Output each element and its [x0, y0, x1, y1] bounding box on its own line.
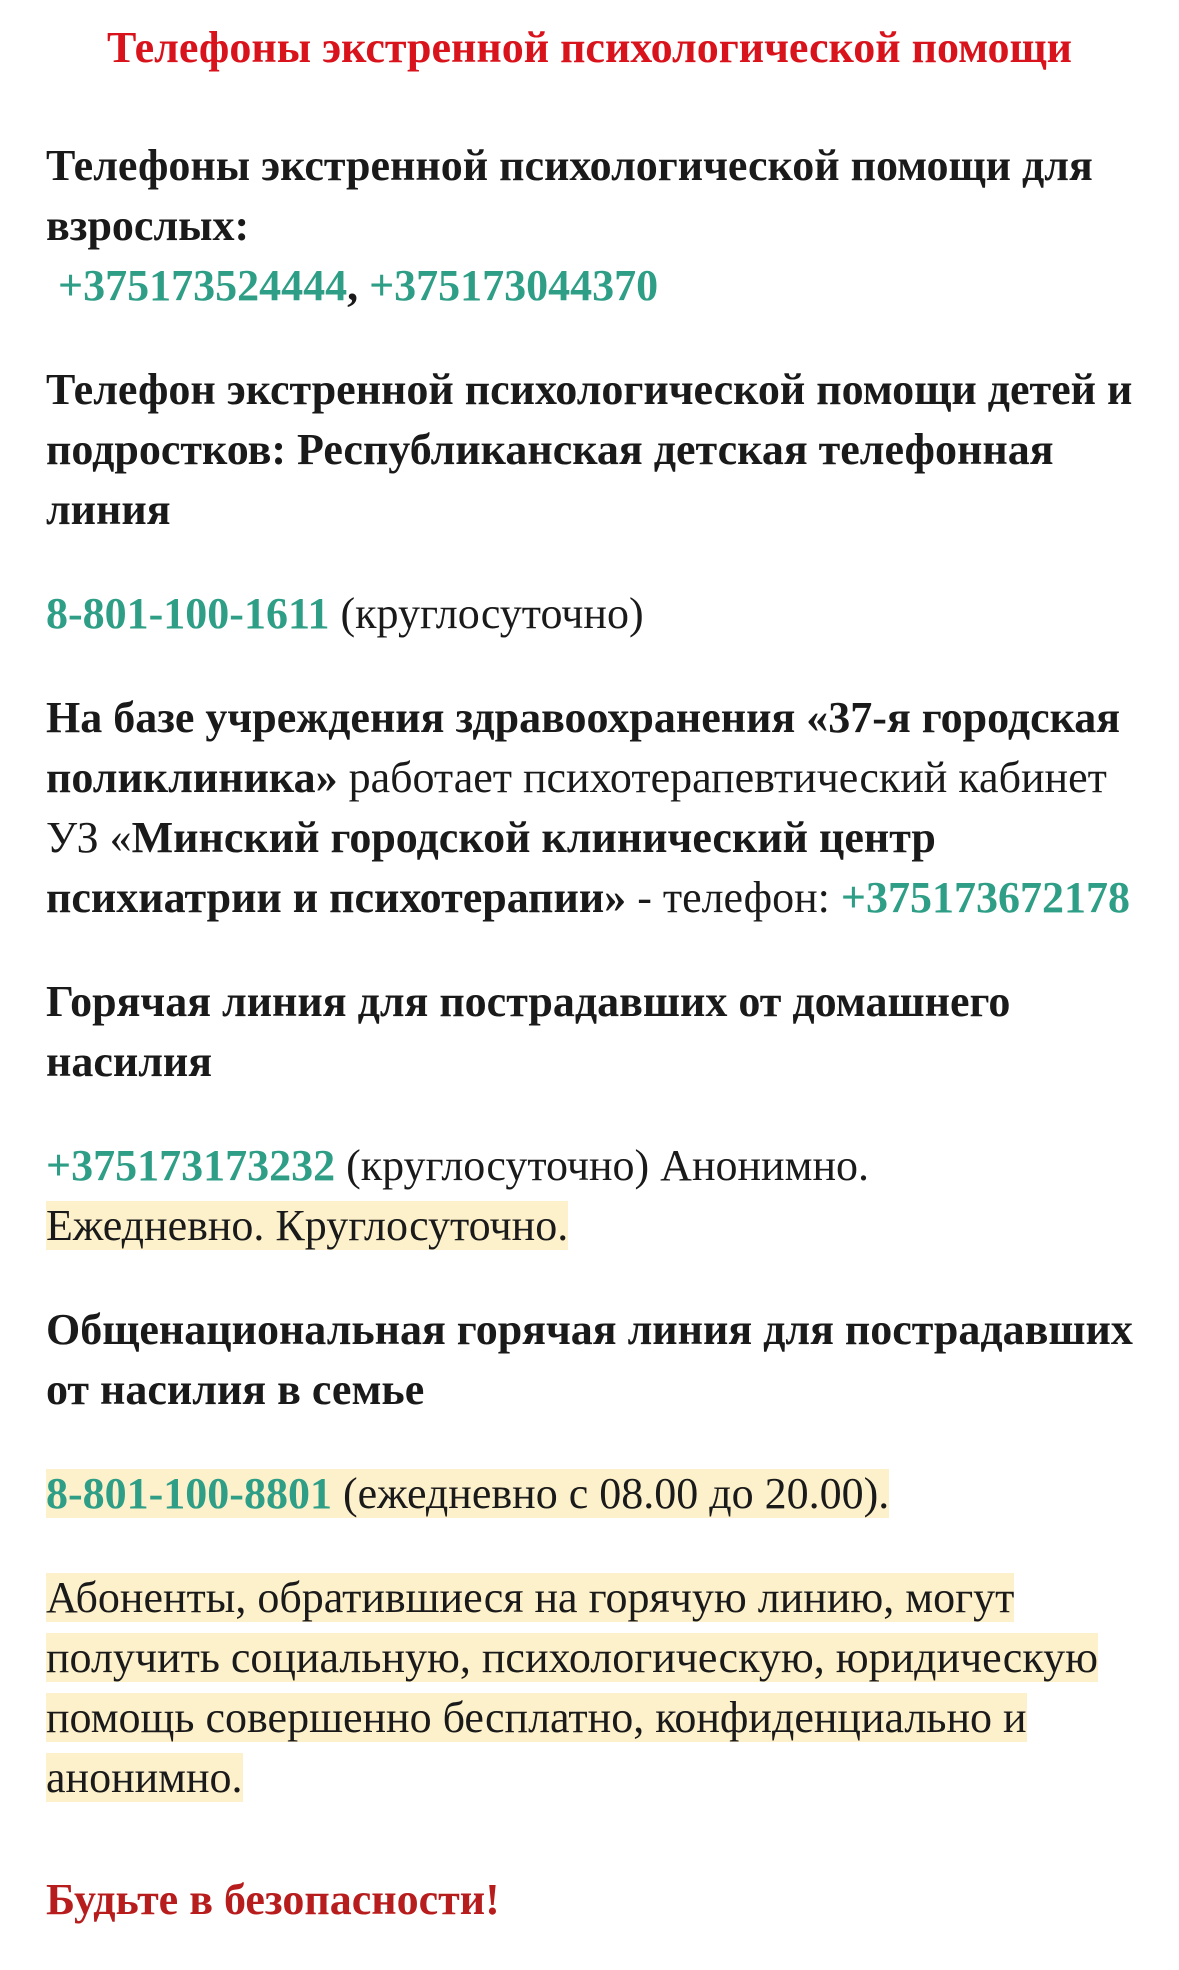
national-heading: Общенациональная горячая линия для пострадавших от насилия в семье [46, 1305, 1133, 1414]
adults-phone-link-2[interactable]: +375173044370 [369, 261, 659, 310]
clinic-phone-link[interactable]: +375173672178 [840, 873, 1130, 922]
info-text: Абоненты, обратившиеся на горячую линию, могут получить социальную, психологическую, юридическую помощь совершенно бесплатно, конфиденциально и анонимно. [46, 1573, 1098, 1802]
domestic-phone-line [46, 1136, 1133, 1256]
adults-section [46, 136, 1133, 316]
children-heading: Телефон экстренной психологической помощи детей и подростков: Республиканская детская телефонная линия [46, 365, 1133, 534]
national-highlight-wrap [46, 1469, 889, 1518]
domestic-phone-link[interactable]: +375173173232 [46, 1141, 336, 1190]
national-phone-line [46, 1464, 1133, 1524]
clinic-bold-part1: На базе учреждения здравоохранения «37-я городская поликлиника» [46, 693, 1121, 802]
clinic-paragraph [46, 688, 1133, 928]
adults-phone-link-1[interactable]: +375173524444 [58, 261, 348, 310]
national-phone-note: (ежедневно с 08.00 до 20.00). [331, 1469, 890, 1518]
adults-heading: Телефоны экстренной психологической помощи для взрослых: [46, 141, 1093, 250]
domestic-highlighted-note: Ежедневно. Круглосуточно. [46, 1201, 569, 1250]
adults-phone-separator: , [347, 261, 370, 310]
domestic-heading: Горячая линия для пострадавших от домашнего насилия [46, 977, 1011, 1086]
national-phone-link[interactable]: 8-801-100-8801 [46, 1469, 332, 1518]
adults-phones [46, 256, 1133, 316]
info-paragraph [46, 1568, 1133, 1808]
clinic-bold-part2: Минский городской клинический центр психиатрии и психотерапии» [46, 813, 936, 922]
domestic-phone-note: (круглосуточно) Анонимно. [335, 1141, 869, 1190]
children-phone-link[interactable]: 8-801-100-1611 [46, 589, 330, 638]
children-phone-note: (круглосуточно) [329, 589, 644, 638]
page-title: Телефоны экстренной психологической помощи [106, 23, 1073, 72]
closing-message: Будьте в безопасности! [46, 1875, 500, 1924]
clinic-text-part1: работает психотерапевтический кабинет УЗ « [46, 753, 1107, 862]
children-phone-line [46, 584, 1133, 644]
clinic-text-part2: - телефон: [626, 873, 841, 922]
